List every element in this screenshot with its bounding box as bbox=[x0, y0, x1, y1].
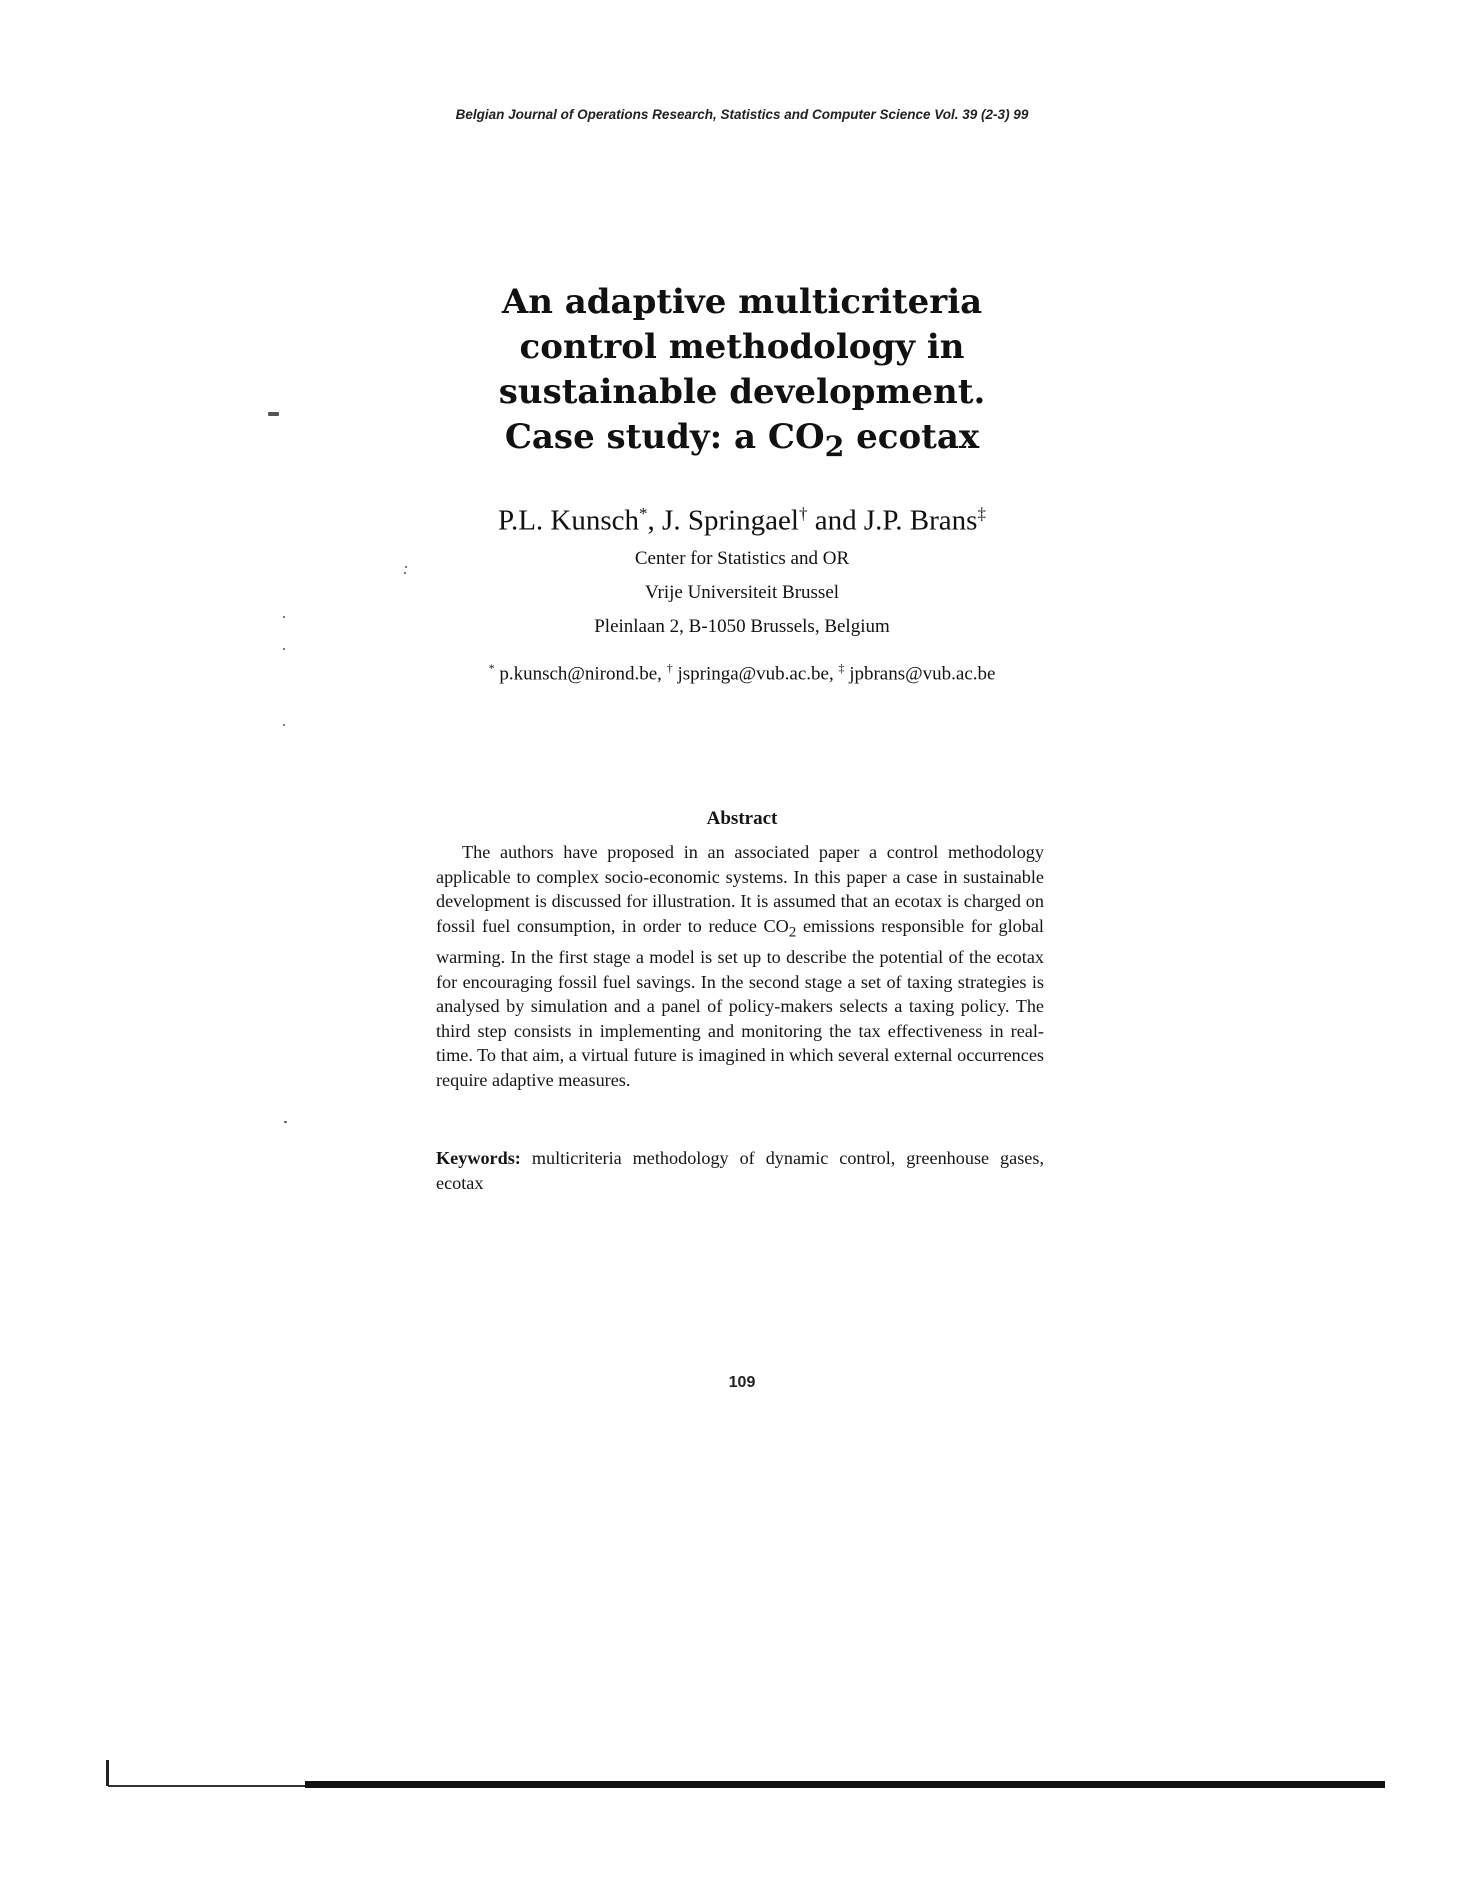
email-springael: jspringa@vub.ac.be, bbox=[672, 663, 839, 685]
author-marker-3: ‡ bbox=[977, 504, 986, 523]
scan-speck bbox=[268, 412, 279, 416]
title-line-3: sustainable development. bbox=[498, 372, 986, 412]
title-line-1: An adaptive multicriteria bbox=[501, 282, 983, 322]
title-line-4 bbox=[0, 415, 1484, 469]
paper-title bbox=[0, 280, 1484, 469]
scan-corner-mark bbox=[106, 1760, 109, 1786]
keywords bbox=[436, 1146, 1044, 1195]
abstract-heading: Abstract bbox=[706, 808, 778, 829]
scan-speck bbox=[283, 648, 285, 650]
affiliation-address: Pleinlaan 2, B-1050 Brussels, Belgium bbox=[594, 616, 890, 637]
bottom-rule-thick bbox=[305, 1781, 1385, 1788]
affiliation-center: Center for Statistics and OR bbox=[634, 548, 850, 569]
author-marker-1: * bbox=[639, 504, 648, 523]
email-marker-3: ‡ bbox=[838, 661, 845, 675]
title-line-4-suffix: ecotax bbox=[844, 417, 980, 457]
scan-speck bbox=[404, 572, 406, 574]
abstract-text bbox=[436, 840, 1044, 1093]
email-marker-2: † bbox=[666, 661, 673, 675]
affiliation-university: Vrije Universiteit Brussel bbox=[644, 582, 840, 603]
title-line-4-prefix: Case study: a CO bbox=[504, 417, 825, 457]
abstract-text-part-1: The authors have proposed in an associated paper a control methodology applicable to complex socio-economic systems. In this paper a case in sustainable development is discussed for illustration. It is assumed that an ecotax is charged on fossil fuel consumption, in order to reduce CO bbox=[436, 842, 1044, 936]
email-brans: jpbrans@vub.ac.be bbox=[844, 663, 996, 685]
author-separator-2: and bbox=[807, 504, 864, 537]
scan-speck bbox=[283, 616, 285, 618]
keywords-text: multicriteria methodology of dynamic control, greenhouse gases, ecotax bbox=[436, 1148, 1044, 1193]
journal-running-header: Belgian Journal of Operations Research, Statistics and Computer Science Vol. 39 (2-3) 99 bbox=[455, 107, 1029, 122]
scan-speck bbox=[284, 1121, 287, 1123]
author-marker-2: † bbox=[798, 504, 808, 523]
keywords-label: Keywords: bbox=[436, 1148, 521, 1168]
title-line-2: control methodology in bbox=[519, 327, 965, 367]
title-subscript: 2 bbox=[824, 428, 845, 463]
bottom-rule-thin bbox=[108, 1785, 308, 1787]
scan-speck bbox=[405, 566, 407, 568]
author-springael: J. Springael bbox=[662, 504, 799, 537]
email-marker-1: * bbox=[488, 661, 495, 675]
abstract-subscript: 2 bbox=[788, 923, 797, 941]
author-kunsch: P.L. Kunsch bbox=[498, 504, 640, 537]
page-number: 109 bbox=[728, 1374, 756, 1391]
abstract-text-part-2: emissions responsible for global warming. In the first stage a model is set up to describe the potential of the ecotax for encouraging fossil fuel savings. In the second stage a set of taxing strategies is analysed by simulation and a panel of policy-makers selects a taxing policy. The third step consists in implementing and monitoring the tax effectiveness in real-time. To that aim, a virtual future is imagined in which several external occurrences require adaptive measures. bbox=[436, 915, 1044, 1090]
scan-speck bbox=[283, 724, 285, 726]
author-emails bbox=[0, 661, 1484, 685]
author-separator-1: , bbox=[647, 504, 663, 537]
author-list bbox=[0, 504, 1484, 538]
author-brans: J.P. Brans bbox=[863, 504, 978, 537]
email-kunsch: p.kunsch@nirond.be, bbox=[494, 663, 667, 685]
